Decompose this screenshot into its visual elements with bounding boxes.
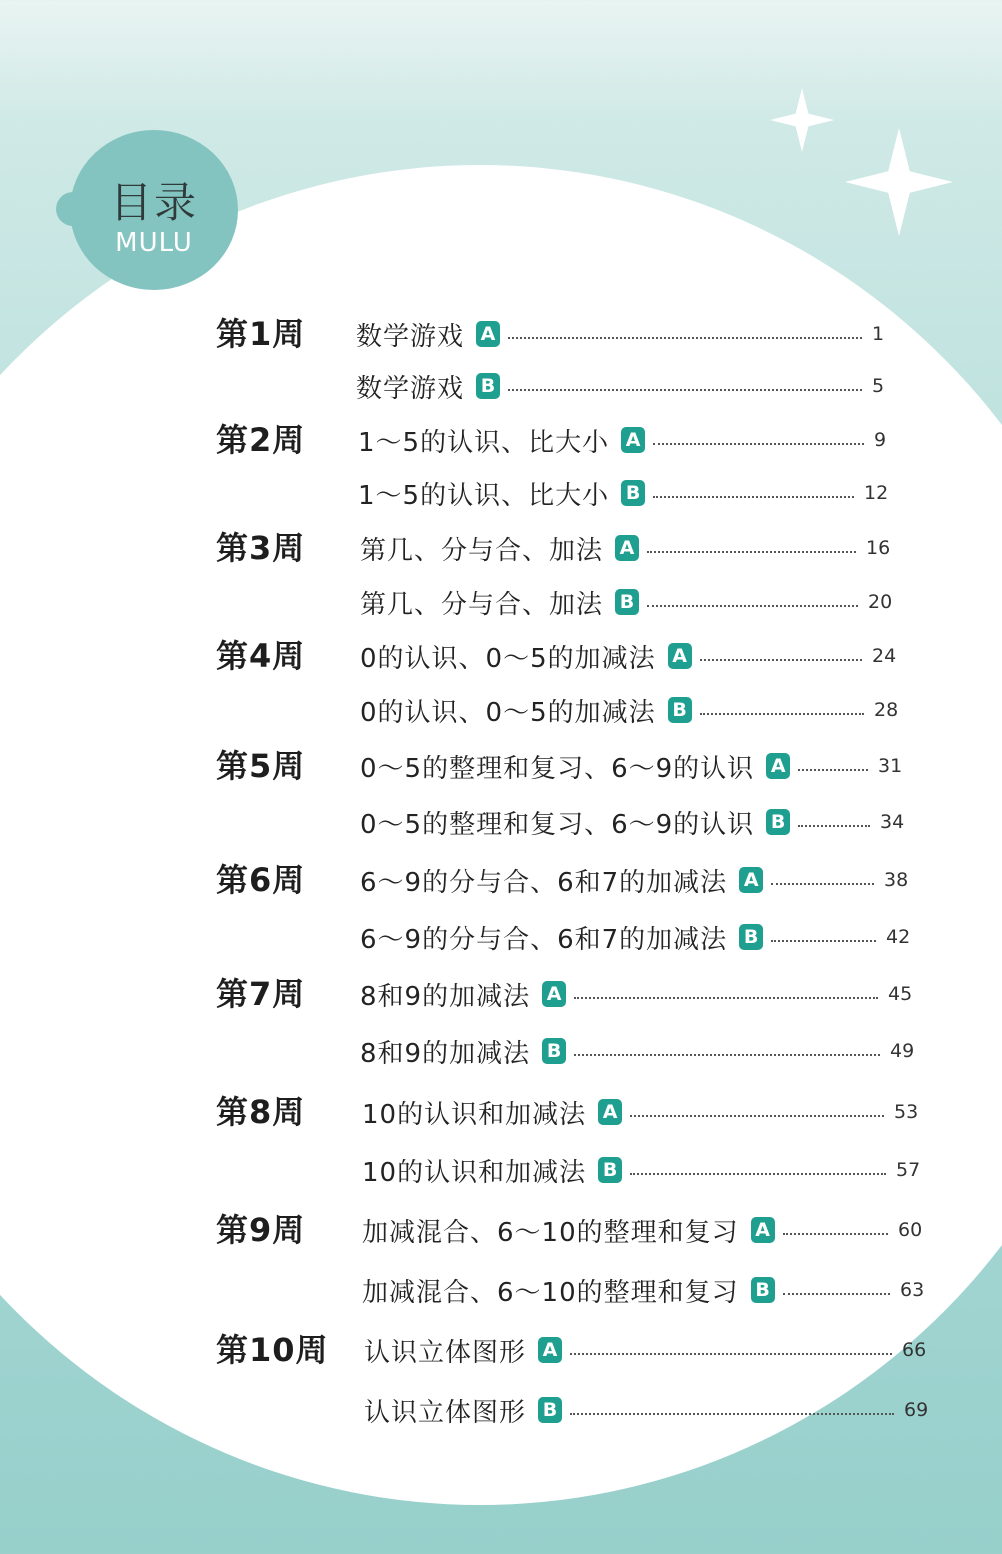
toc-entry[interactable] — [360, 860, 914, 900]
page-number: 42 — [886, 926, 911, 948]
dotted-leader — [771, 940, 876, 942]
toc-entry[interactable] — [358, 420, 904, 460]
toc-row — [0, 582, 1002, 622]
toc-entry[interactable] — [364, 1330, 932, 1370]
level-b-badge: B — [542, 1038, 566, 1064]
dotted-leader — [798, 825, 870, 827]
entry-title: 6～9的分与合、6和7的加减法 — [360, 924, 728, 955]
dotted-leader — [771, 883, 874, 885]
level-a-badge: A — [476, 321, 500, 347]
toc-row — [0, 366, 1002, 406]
page-number: 34 — [880, 811, 905, 833]
toc-entry[interactable] — [362, 1210, 928, 1250]
week-label: 第8周 — [216, 1093, 306, 1131]
page-number: 49 — [890, 1040, 915, 1062]
week-label: 第10周 — [216, 1331, 329, 1369]
toc-entry[interactable] — [364, 1390, 934, 1430]
dotted-leader — [798, 769, 868, 771]
level-a-badge: A — [766, 753, 790, 779]
toc-entry[interactable] — [360, 1031, 920, 1071]
entry-title: 数学游戏 — [356, 373, 465, 404]
page-number: 57 — [896, 1159, 921, 1181]
toc-subtitle: MULU — [115, 228, 193, 258]
toc-entry[interactable] — [360, 690, 904, 730]
dotted-leader — [574, 997, 878, 999]
toc-entry[interactable] — [360, 528, 896, 568]
toc-row — [0, 690, 1002, 730]
page-number: 66 — [902, 1339, 927, 1361]
dotted-leader — [647, 605, 858, 607]
toc-row — [0, 1270, 1002, 1310]
toc-row — [0, 746, 1002, 786]
entry-title: 0～5的整理和复习、6～9的认识 — [360, 809, 755, 840]
entry-title: 8和9的加减法 — [360, 981, 531, 1012]
level-a-badge: A — [668, 643, 692, 669]
level-b-badge: B — [615, 589, 639, 615]
toc-entry[interactable] — [356, 314, 902, 354]
page-number: 53 — [894, 1101, 919, 1123]
entry-title: 8和9的加减法 — [360, 1038, 531, 1069]
dotted-leader — [700, 659, 862, 661]
toc-entry[interactable] — [362, 1150, 926, 1190]
level-b-badge: B — [751, 1277, 775, 1303]
week-label: 第9周 — [216, 1211, 306, 1249]
level-a-badge: A — [751, 1217, 775, 1243]
toc-entry[interactable] — [360, 974, 918, 1014]
toc-row — [0, 1031, 1002, 1071]
level-a-badge: A — [542, 981, 566, 1007]
toc-entry[interactable] — [362, 1270, 930, 1310]
toc-title: 目录 — [109, 178, 198, 227]
dotted-leader — [630, 1173, 886, 1175]
week-label: 第7周 — [216, 975, 306, 1013]
level-b-badge: B — [739, 924, 763, 950]
dotted-leader — [630, 1115, 884, 1117]
dotted-leader — [508, 337, 862, 339]
level-b-badge: B — [476, 373, 500, 399]
week-label: 第3周 — [216, 529, 306, 567]
level-a-badge: A — [615, 535, 639, 561]
level-a-badge: A — [739, 867, 763, 893]
level-a-badge: A — [538, 1337, 562, 1363]
level-a-badge: A — [598, 1099, 622, 1125]
page-number: 31 — [878, 755, 903, 777]
page-number: 24 — [872, 645, 897, 667]
entry-title: 10的认识和加减法 — [362, 1157, 587, 1188]
toc-row — [0, 420, 1002, 460]
week-label: 第4周 — [216, 637, 306, 675]
toc-entry[interactable] — [360, 917, 916, 957]
page-number: 45 — [888, 983, 913, 1005]
entry-title: 第几、分与合、加法 — [360, 535, 604, 566]
level-a-badge: A — [621, 427, 645, 453]
toc-entry[interactable] — [356, 366, 902, 406]
level-b-badge: B — [766, 809, 790, 835]
entry-title: 1～5的认识、比大小 — [358, 480, 610, 511]
page-number: 63 — [900, 1279, 925, 1301]
entry-title: 0～5的整理和复习、6～9的认识 — [360, 753, 755, 784]
dotted-leader — [653, 443, 864, 445]
page-number: 28 — [874, 699, 899, 721]
toc-row — [0, 1390, 1002, 1430]
toc-row — [0, 802, 1002, 842]
toc-row — [0, 974, 1002, 1014]
toc-row — [0, 917, 1002, 957]
toc-row — [0, 860, 1002, 900]
toc-row — [0, 1150, 1002, 1190]
dotted-leader — [574, 1054, 880, 1056]
entry-title: 10的认识和加减法 — [362, 1099, 587, 1130]
entry-title: 数学游戏 — [356, 321, 465, 352]
page-number: 38 — [884, 869, 909, 891]
page-number: 60 — [898, 1219, 923, 1241]
toc-entry[interactable] — [360, 636, 902, 676]
page-number: 20 — [868, 591, 893, 613]
toc-row — [0, 528, 1002, 568]
dotted-leader — [700, 713, 864, 715]
week-label: 第2周 — [216, 421, 306, 459]
page-number: 9 — [874, 429, 887, 451]
entry-title: 加减混合、6～10的整理和复习 — [362, 1277, 739, 1308]
dotted-leader — [783, 1293, 890, 1295]
toc-entry[interactable] — [360, 582, 898, 622]
toc-entry[interactable] — [360, 802, 910, 842]
toc-row — [0, 1092, 1002, 1132]
toc-row — [0, 636, 1002, 676]
toc-entry[interactable] — [358, 473, 894, 513]
level-b-badge: B — [668, 697, 692, 723]
entry-title: 1～5的认识、比大小 — [358, 427, 610, 458]
entry-title: 认识立体图形 — [364, 1337, 527, 1368]
page-number: 5 — [872, 375, 885, 397]
dotted-leader — [783, 1233, 888, 1235]
page-number: 69 — [904, 1399, 929, 1421]
page-number: 1 — [872, 323, 885, 345]
dotted-leader — [570, 1353, 892, 1355]
week-label: 第6周 — [216, 861, 306, 899]
dotted-leader — [647, 551, 856, 553]
week-label: 第1周 — [216, 315, 306, 353]
toc-row — [0, 1210, 1002, 1250]
page-number: 16 — [866, 537, 891, 559]
dotted-leader — [653, 496, 854, 498]
level-b-badge: B — [538, 1397, 562, 1423]
toc-entry[interactable] — [362, 1092, 924, 1132]
entry-title: 第几、分与合、加法 — [360, 589, 604, 620]
entry-title: 认识立体图形 — [364, 1397, 527, 1428]
toc-entry[interactable] — [360, 746, 908, 786]
entry-title: 0的认识、0～5的加减法 — [360, 697, 656, 728]
entry-title: 0的认识、0～5的加减法 — [360, 643, 656, 674]
toc-row — [0, 1330, 1002, 1370]
page-number: 12 — [864, 482, 889, 504]
level-b-badge: B — [621, 480, 645, 506]
entry-title: 加减混合、6～10的整理和复习 — [362, 1217, 739, 1248]
dotted-leader — [570, 1413, 894, 1415]
toc-row — [0, 314, 1002, 354]
entry-title: 6～9的分与合、6和7的加减法 — [360, 867, 728, 898]
toc-row — [0, 473, 1002, 513]
week-label: 第5周 — [216, 747, 306, 785]
dotted-leader — [508, 389, 862, 391]
level-b-badge: B — [598, 1157, 622, 1183]
